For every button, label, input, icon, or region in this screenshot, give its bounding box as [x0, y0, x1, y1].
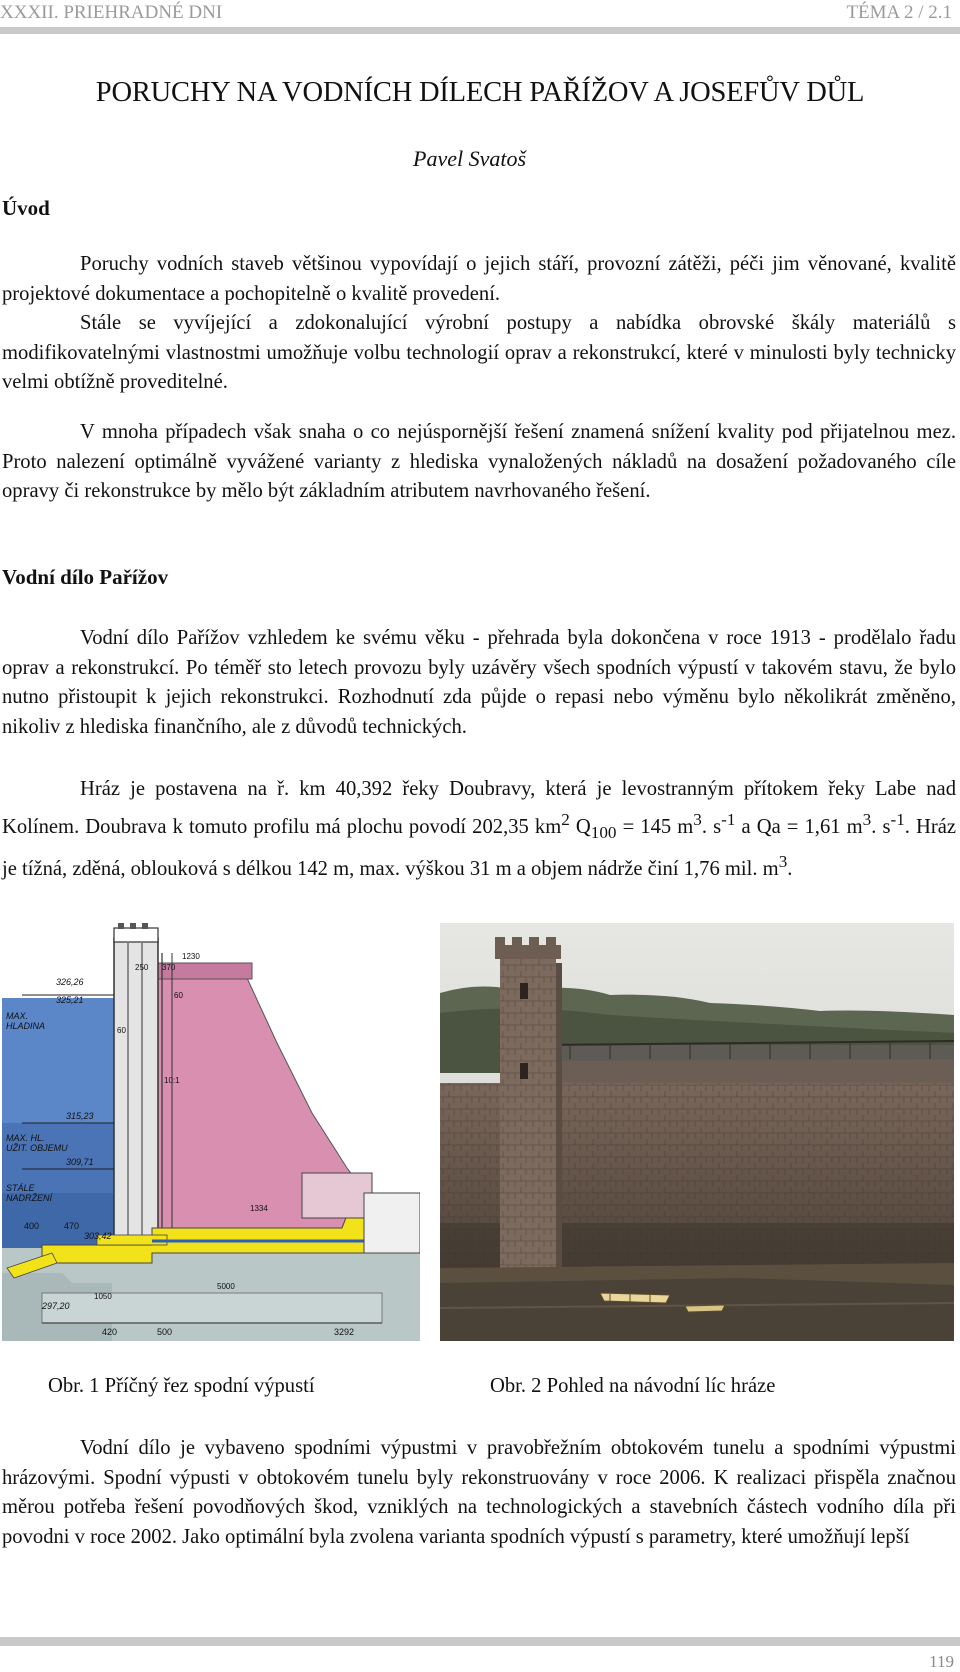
label-dim-470: 470 [64, 1221, 80, 1231]
label-elev-29720: 297,20 [42, 1301, 70, 1311]
label-dim-250: 250 [135, 963, 149, 972]
running-header-topic: TÉMA 2 / 2.1 [846, 2, 952, 23]
cross-section-drawing [2, 923, 420, 1341]
paragraph-intro-3: V mnoha případech však snaha o co nejúspornější řešení znamená snížení kvality pod přijatelnou mez. Proto nalezení optimálně vyvážené varianty z hlediska vynaložených nákladů na dosažení požadovaného cíle opravy či rekonstrukce by mělo být základním atributem navrhovaného řešení. [2, 421, 956, 502]
label-dim-400: 400 [24, 1221, 40, 1231]
label-dim-5000: 5000 [217, 1282, 235, 1291]
label-elev-31523: 315,23 [66, 1111, 94, 1121]
paper-title: PORUCHY NA VODNÍCH DÍLECH PAŘÍŽOV A JOSEFŮV DŮL [95, 77, 865, 108]
label-max-level-2: HLADINA [6, 1021, 46, 1031]
section-heading-intro: Úvod [2, 196, 50, 220]
label-dim-370: 370 [162, 963, 176, 972]
author-name: Pavel Svatoš [413, 146, 527, 171]
label-permanent-2: NADRŽENÍ [6, 1193, 53, 1203]
figure-dam-photo [440, 923, 954, 1341]
figure2-caption: Obr. 2 Pohled na návodní líc hráze [490, 1375, 776, 1397]
label-permanent: STÁLE [6, 1183, 35, 1193]
running-header-conference: XXXII. PRIEHRADNÉ DNI [0, 2, 223, 23]
page-number: 119 [929, 1652, 954, 1671]
label-dim-slope: 10:1 [164, 1076, 180, 1085]
label-elev-32521: 325,21 [56, 995, 84, 1005]
paragraph-outlets: Vodní dílo je vybaveno spodními výpustmi v pravobřežním obtokovém tunelu a spodními výpustmi hrázovými. Spodní výpusti v obtokovém tunelu byly rekonstruovány v roce 2006. K realizaci přispěla značnou měrou potřeba řešení povodňových škod, vzniklých na technologických a stavebních částech vodního díla při povodni v roce 2002. Jako optimální byla zvolena varianta spodních výpustí s parametry, které umožňují lepší [2, 1437, 956, 1548]
paragraph-intro-1: Poruchy vodních staveb většinou vypovídají o jejich stáří, provozní zátěži, péči jim věnované, kvalitě projektové dokumentace a pochopitelně o kvalitě provedení. [2, 253, 956, 305]
label-elev-30971: 309,71 [66, 1157, 94, 1167]
section-heading-parizov: Vodní dílo Pařížov [2, 565, 169, 589]
label-elev-32626: 326,26 [56, 977, 84, 987]
dam-photo [440, 923, 954, 1341]
label-dim-500: 500 [157, 1327, 173, 1337]
label-dim-1050: 1050 [94, 1292, 112, 1301]
footer-rule [0, 1637, 960, 1646]
paragraph-parizov-2: Hráz je postavena na ř. km 40,392 řeky Doubravy, která je levostranným přítokem řeky Labe nad Kolínem. Doubrava k tomuto profilu má plochu povodí 202,35 $km^2$ $Q_{100} = 145$ $m^3$. $s^{-1}$ a Qa = 1,61 $m^3$. $s^{-1}$. Hráz je tížná, zděná, oblouková s délkou 142 m, max. výškou 31 m a objem nádrže činí 1,76 mil. $m^3$. [2, 778, 957, 880]
label-dim-3292: 3292 [334, 1327, 355, 1337]
figure-cross-section [2, 923, 420, 1341]
header-rule [0, 27, 960, 34]
bridge-parapet [540, 1045, 954, 1061]
label-max-useful-2: UŽIT. OBJEMU [6, 1143, 68, 1153]
paragraph-parizov-1: Vodní dílo Pařížov vzhledem ke svému věku - přehrada byla dokončena v roce 1913 - prodělalo řadu oprav a rekonstrukcí. Po téměř sto letech provozu byly uzávěry všech spodních výpustí v takovém stavu, že bylo nutno přistoupit k jejich rekonstrukci. Rozhodnutí zda půjde o repasi nebo výměnu bylo několikrát změněno, nikoliv z hlediska finančního, ale z důvodů technických. [2, 627, 956, 738]
paragraph-intro-2: Stále se vyvíjející a zdokonalující výrobní postupy a nabídka obrovské škály materiálů s modifikovatelnými vlastnostmi umožňuje volbu technologií oprav a rekonstrukcí, které v minulosti byly technicky velmi obtížně proveditelné. [2, 312, 956, 393]
label-dim-60a: 60 [117, 1026, 126, 1035]
label-max-useful: MAX. HL. [6, 1133, 45, 1143]
label-max-level: MAX. [6, 1011, 29, 1021]
valve-tower [114, 938, 158, 1248]
label-dim-420: 420 [102, 1327, 118, 1337]
label-dim-60b: 60 [174, 991, 183, 1000]
label-dim-1230: 1230 [182, 952, 200, 961]
figure1-caption: Obr. 1 Příčný řez spodní výpustí [48, 1375, 315, 1397]
label-dim-1334: 1334 [250, 1204, 268, 1213]
label-elev-30342: 303,42 [84, 1231, 112, 1241]
